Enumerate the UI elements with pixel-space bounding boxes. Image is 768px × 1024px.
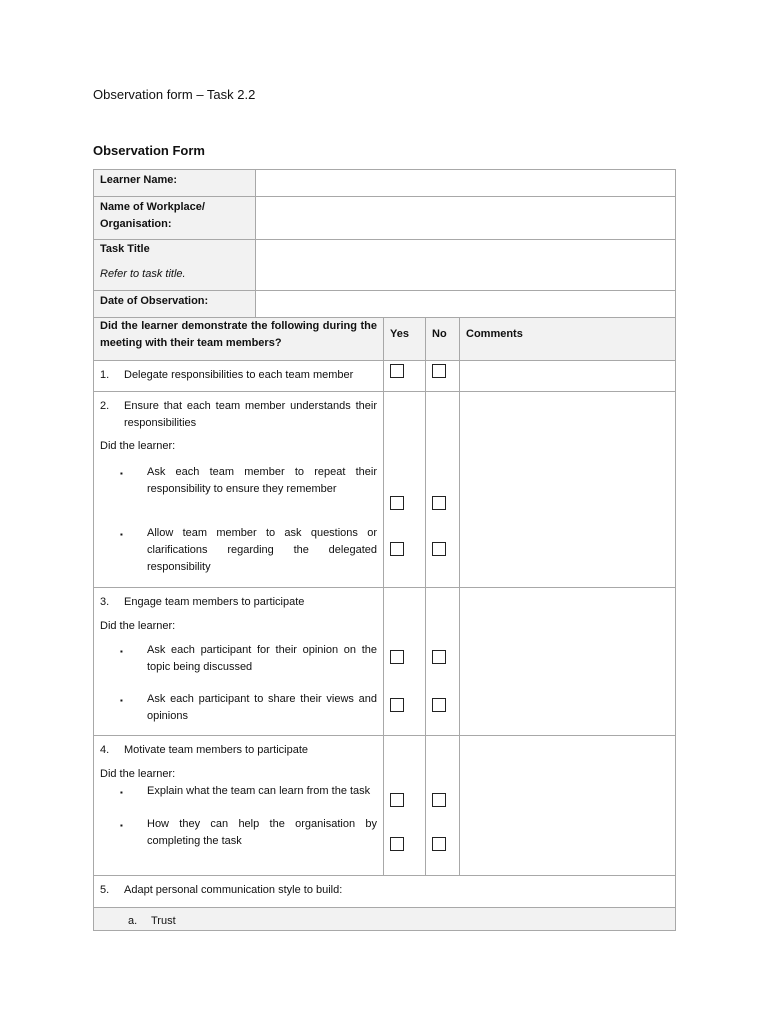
item-3: [100, 594, 377, 611]
item-2-no-cell: [426, 392, 460, 588]
item-2-row: [94, 392, 676, 588]
learner-name-field[interactable]: [256, 170, 676, 197]
workplace-row: [94, 197, 676, 240]
item-2-bullet-1-text: Ask each team member to repeat their responsibility to ensure they remember: [147, 466, 377, 495]
item-3-bullet-1-no-checkbox-icon[interactable]: [432, 650, 446, 664]
item-1-no-checkbox-icon[interactable]: [432, 364, 446, 378]
item-3-yes-cell: [384, 588, 426, 736]
date-field[interactable]: [256, 291, 676, 318]
item-4: [100, 742, 377, 759]
bullet-icon: ▪: [120, 821, 123, 830]
item-2-number: 2.: [100, 400, 110, 412]
item-3-row: [94, 588, 676, 736]
item-4-bullet-2-no-checkbox-icon[interactable]: [432, 837, 446, 851]
yes-column-header: Yes: [384, 318, 426, 361]
date-label: Date of Observation:: [94, 291, 256, 318]
task-title-field[interactable]: [256, 240, 676, 291]
item-2-bullet-1-yes-checkbox-icon[interactable]: [390, 496, 404, 510]
item-4-bullet-2: [120, 816, 377, 850]
comments-column-header: Comments: [460, 318, 676, 361]
bullet-icon: ▪: [120, 696, 123, 705]
item-2-bullet-2-no-checkbox-icon[interactable]: [432, 542, 446, 556]
item-3-comments[interactable]: [460, 588, 676, 736]
item-2-bullet-1-no-checkbox-icon[interactable]: [432, 496, 446, 510]
date-row: [94, 291, 676, 318]
item-1-no-cell: [426, 361, 460, 392]
task-title-note: Refer to task title.: [100, 268, 186, 280]
no-column-header: No: [426, 318, 460, 361]
item-1-number: 1.: [100, 369, 110, 381]
item-4-text: Motivate team members to participate: [124, 744, 309, 756]
item-2-cell: [94, 392, 384, 588]
item-2-bullet-2: [120, 525, 377, 576]
bullet-icon: ▪: [120, 647, 123, 656]
item-2-bullet-2-text: Allow team member to ask questions or clarifications regarding the delegated responsibility: [147, 527, 377, 573]
workplace-label: [94, 197, 256, 240]
item-5: [100, 882, 669, 899]
checklist-header-row: [94, 318, 676, 361]
item-4-did-learner: Did the learner:: [100, 768, 176, 780]
item-4-comments[interactable]: [460, 736, 676, 876]
item-5a-row: [94, 908, 676, 931]
bullet-icon: ▪: [120, 530, 123, 539]
item-5a-cell: [94, 908, 676, 931]
item-3-number: 3.: [100, 596, 110, 608]
item-4-no-cell: [426, 736, 460, 876]
item-3-bullet-1: [120, 642, 377, 676]
checklist-question-header: Did the learner demonstrate the following during the meeting with their team members?: [94, 318, 384, 361]
learner-name-row: [94, 170, 676, 197]
item-1-yes-cell: [384, 361, 426, 392]
item-1-yes-checkbox-icon[interactable]: [390, 364, 404, 378]
learner-name-label: Learner Name:: [94, 170, 256, 197]
item-4-bullet-2-text: How they can help the organisation by completing the task: [147, 818, 377, 847]
item-4-cell: [94, 736, 384, 876]
item-5a: [128, 913, 669, 930]
item-4-bullet-1-yes-checkbox-icon[interactable]: [390, 793, 404, 807]
item-1-text: Delegate responsibilities to each team member: [124, 369, 354, 381]
observation-form-table: [93, 169, 676, 931]
item-4-bullet-2-yes-checkbox-icon[interactable]: [390, 837, 404, 851]
item-3-no-cell: [426, 588, 460, 736]
item-4-number: 4.: [100, 744, 110, 756]
item-1: [100, 367, 377, 384]
item-3-bullet-2-no-checkbox-icon[interactable]: [432, 698, 446, 712]
item-4-bullet-1-no-checkbox-icon[interactable]: [432, 793, 446, 807]
item-1-cell: [94, 361, 384, 392]
item-4-bullet-1-text: Explain what the team can learn from the task: [147, 785, 371, 797]
item-3-bullet-1-text: Ask each participant for their opinion on the topic being discussed: [147, 644, 377, 673]
workplace-label-line2: Organisation:: [100, 218, 172, 230]
task-title-label: [94, 240, 256, 291]
item-5a-letter: a.: [128, 915, 138, 927]
item-1-comments[interactable]: [460, 361, 676, 392]
bullet-icon: ▪: [120, 788, 123, 797]
item-2-yes-cell: [384, 392, 426, 588]
item-3-text: Engage team members to participate: [124, 596, 305, 608]
item-5-text: Adapt personal communication style to build:: [124, 884, 343, 896]
item-1-row: [94, 361, 676, 392]
workplace-label-line1: Name of Workplace/: [100, 201, 205, 213]
item-2-did-learner: Did the learner:: [100, 440, 176, 452]
item-5-row: [94, 876, 676, 908]
item-4-bullet-1: [120, 783, 377, 801]
item-4-yes-cell: [384, 736, 426, 876]
item-2-comments[interactable]: [460, 392, 676, 588]
item-3-bullet-1-yes-checkbox-icon[interactable]: [390, 650, 404, 664]
item-3-cell: [94, 588, 384, 736]
item-5-number: 5.: [100, 884, 110, 896]
task-title-row: [94, 240, 676, 291]
item-5a-text: Trust: [151, 915, 176, 927]
item-2: [100, 398, 377, 432]
form-heading: Observation Form: [93, 143, 205, 158]
item-4-row: [94, 736, 676, 876]
task-title-text: Task Title: [100, 243, 150, 255]
item-3-did-learner: Did the learner:: [100, 620, 176, 632]
item-3-bullet-2: [120, 691, 377, 725]
item-2-text: Ensure that each team member understands their responsibilities: [124, 400, 377, 429]
document-title: Observation form – Task 2.2: [93, 87, 256, 102]
item-3-bullet-2-yes-checkbox-icon[interactable]: [390, 698, 404, 712]
item-5-cell: [94, 876, 676, 908]
bullet-icon: ▪: [120, 469, 123, 478]
workplace-field[interactable]: [256, 197, 676, 240]
item-2-bullet-1: [120, 464, 377, 498]
item-2-bullet-2-yes-checkbox-icon[interactable]: [390, 542, 404, 556]
item-3-bullet-2-text: Ask each participant to share their views and opinions: [147, 693, 377, 722]
